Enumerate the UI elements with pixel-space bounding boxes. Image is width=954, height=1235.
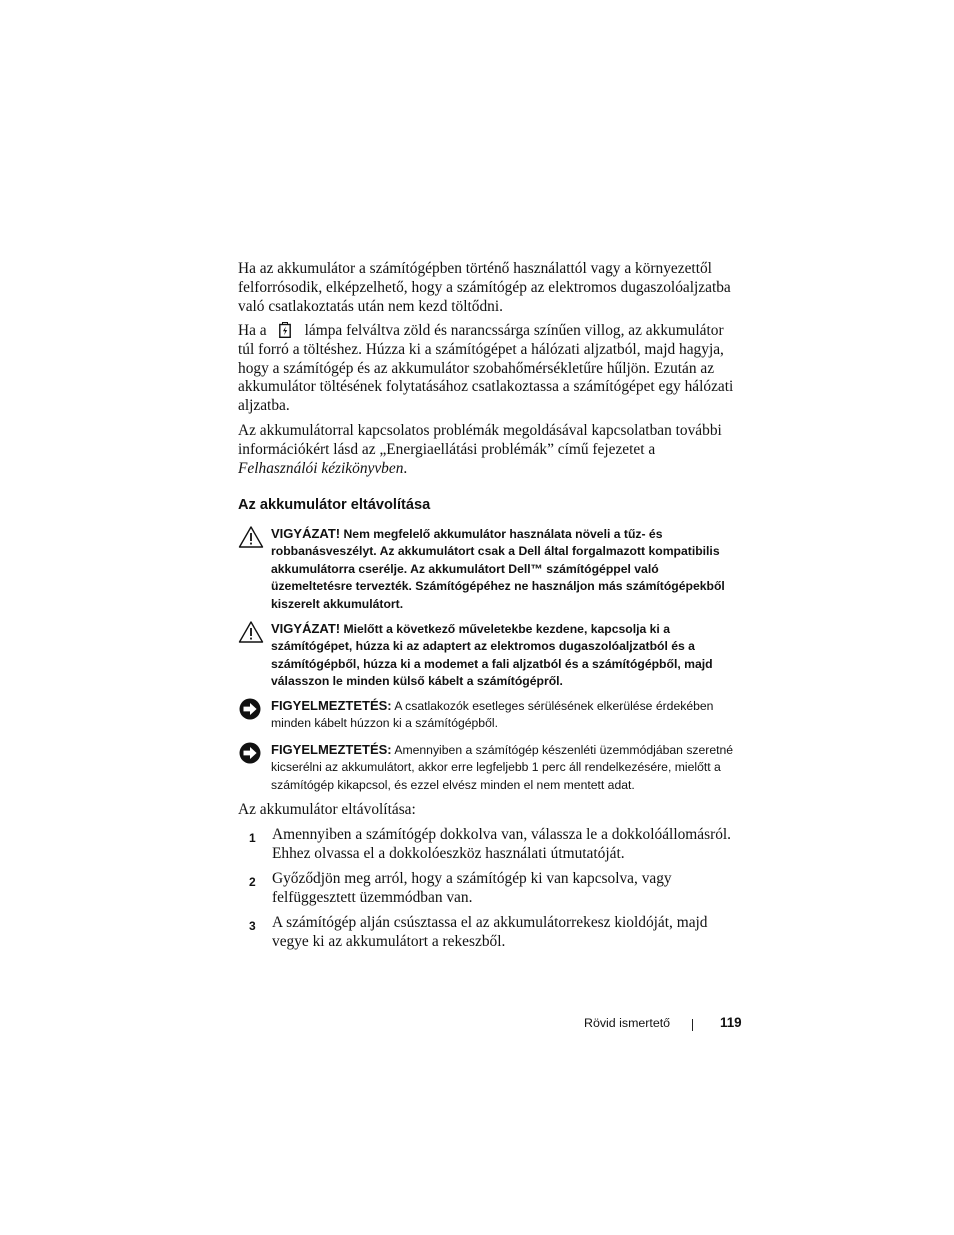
footer-title: Rövid ismertető [584,1016,671,1030]
users-guide-reference: Felhasználói kézikönyvben [238,459,404,477]
list-item [238,826,738,864]
notice-arrow-icon [238,741,264,765]
list-item [238,870,738,908]
notice-1 [238,697,743,733]
step-number: 1 [249,831,256,845]
step-number: 2 [249,875,256,889]
notice-text: Amennyiben a számítógép készenléti üzemmódjában szeretné kicserélni az akkumulátort, akkor erre legfeljebb 1 perc áll rendelkezésére, mielőtt a számítógép kikapcsol, és ezzel elvész minden el nem mentett adat. [271,743,734,792]
step-number: 3 [249,919,256,933]
caution-text: Mielőtt a következő műveletekbe kezdene, kapcsolja ki a számítógépet, húzza ki az adaptert az elektromos dugaszolóaljzatból és a számítógépből, húzza ki a modemet a fali aljzatból és a számítógépből, majd válasszon le minden külső kábelt a számítógépről. [271,622,713,689]
step-text: A számítógép alján csúsztassa el az akkumulátorrekesz kioldóját, majd vegye ki az akkumulátort a rekeszből. [272,914,708,950]
caution-label: VIGYÁZAT! [271,621,341,636]
notice-text: A csatlakozók esetleges sérülésének elkerülése érdekében minden kábelt húzzon ki a számítógépből. [271,699,714,731]
page-footer [584,1015,744,1035]
notice-label: FIGYELMEZTETÉS: [271,742,392,757]
step-text: Amennyiben a számítógép dokkolva van, válassza le a dokkolóállomásról. Ehhez olvassa el a dokkolóeszköz használati útmutatóját. [272,826,732,862]
caution-notice-1 [238,525,743,613]
caution-text: Nem megfelelő akkumulátor használata növeli a tűz- és robbanásveszélyt. Az akkumulátort csak a Dell által forgalmazott kompatibilis akkumulátorra cserélje. Az akkumulátort Dell™ számítógéppel való üzemeltetésre tervezték. Számítógépéhez ne használjon más számítógépekből kiszerelt akkumulátort. [271,527,725,611]
footer-divider [692,1019,693,1031]
notice-2 [238,741,743,794]
battery-light-icon [279,322,291,338]
notice-label: FIGYELMEZTETÉS: [271,698,392,713]
paragraph-more-info-text: Az akkumulátorral kapcsolatos problémák megoldásával kapcsolatban további információkért lásd az „Energiaellátási problémák” című fejezetet a [238,422,722,458]
step-text: Győződjön meg arról, hogy a számítógép ki van kapcsolva, vagy felfüggesztett üzemmódban van. [272,870,672,906]
warning-triangle-icon [238,525,264,549]
paragraph-battery-heat: Ha az akkumulátor a számítógépben történő használattól vagy a környezettől felforrósodik, elképzelhető, hogy a számítógép az elektromos dugaszolóaljzatba való csatlakoztatás után nem kezd töltődni. [238,260,731,315]
list-item [238,914,738,952]
caution-label: VIGYÁZAT! [271,526,341,541]
paragraph-more-info-end: . [403,459,408,477]
page-number: 119 [720,1015,742,1030]
caution-notice-2 [238,620,743,691]
paragraph-battery-light-rest: lámpa felváltva zöld és narancssárga színűen villog, az akkumulátor túl forró a töltéshez. Húzza ki a számítógépet a hálózati aljzatból, majd hagyja, hogy a számítógép és az akkumulátor szobahőmérsékletűre hűljön. Ezután az akkumulátor töltésének folytatásához csatlakoztassa a számítógépet egy hálózati aljzatba. [238,322,734,415]
paragraph-more-info [238,422,738,478]
section-heading: Az akkumulátor eltávolítása [238,497,431,513]
paragraph-battery-light-start: Ha a [238,322,267,339]
paragraph-battery-light [238,322,738,416]
warning-triangle-icon [238,620,264,644]
notice-arrow-icon [238,697,264,721]
steps-intro: Az akkumulátor eltávolítása: [238,801,416,818]
